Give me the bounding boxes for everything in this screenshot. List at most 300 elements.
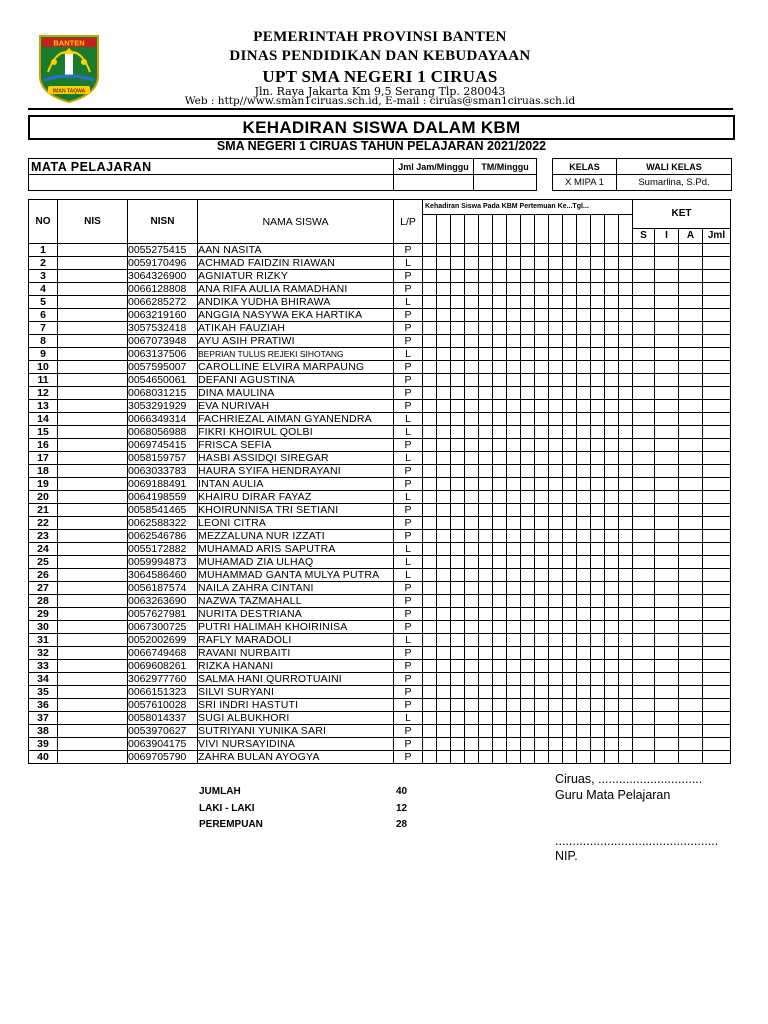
student-nisn: 0066749468 [128, 647, 198, 660]
ket-a-cell [679, 400, 703, 413]
meeting-header-cell [521, 215, 535, 244]
attendance-cell [591, 296, 605, 309]
attendance-cell [619, 686, 633, 699]
ket-i-cell [655, 322, 679, 335]
student-gender: L [394, 413, 423, 426]
ket-i-cell [655, 452, 679, 465]
attendance-cell [479, 634, 493, 647]
attendance-cell [563, 556, 577, 569]
student-gender: L [394, 426, 423, 439]
attendance-cell [577, 244, 591, 257]
attendance-cell [521, 504, 535, 517]
ket-a-cell [679, 283, 703, 296]
ket-s-cell [633, 569, 655, 582]
ket-s-cell [633, 530, 655, 543]
attendance-cell [619, 335, 633, 348]
attendance-cell [465, 257, 479, 270]
ket-a-cell [679, 673, 703, 686]
attendance-cell [465, 660, 479, 673]
attendance-cell [563, 426, 577, 439]
student-gender: P [394, 660, 423, 673]
ket-i-cell [655, 400, 679, 413]
ket-i-cell [655, 504, 679, 517]
student-gender: L [394, 452, 423, 465]
attendance-cell [493, 439, 507, 452]
student-name: AGNIATUR RIZKY [198, 270, 394, 283]
attendance-cell [479, 478, 493, 491]
attendance-cell [507, 569, 521, 582]
attendance-cell [535, 322, 549, 335]
attendance-cell [605, 413, 619, 426]
attendance-cell [535, 491, 549, 504]
ket-i-cell [655, 309, 679, 322]
ket-i-cell [655, 270, 679, 283]
student-nisn: 0068056988 [128, 426, 198, 439]
attendance-cell [423, 309, 437, 322]
student-no: 14 [29, 413, 58, 426]
attendance-cell [591, 556, 605, 569]
attendance-cell [549, 387, 563, 400]
attendance-cell [451, 647, 465, 660]
attendance-cell [577, 491, 591, 504]
student-no: 9 [29, 348, 58, 361]
attendance-cell [591, 283, 605, 296]
attendance-cell [577, 673, 591, 686]
attendance-cell [591, 517, 605, 530]
attendance-cell [535, 634, 549, 647]
student-nis [58, 699, 128, 712]
attendance-cell [493, 270, 507, 283]
attendance-cell [493, 660, 507, 673]
ket-s-cell [633, 621, 655, 634]
student-gender: P [394, 270, 423, 283]
kelas-value: X MIPA 1 [552, 174, 617, 191]
attendance-cell [619, 530, 633, 543]
attendance-cell [493, 530, 507, 543]
attendance-cell [563, 569, 577, 582]
table-row [29, 335, 731, 348]
attendance-cell [507, 244, 521, 257]
jumlah-value: 40 [396, 786, 408, 797]
attendance-cell [493, 543, 507, 556]
attendance-cell [605, 634, 619, 647]
attendance-cell [451, 400, 465, 413]
attendance-cell [549, 439, 563, 452]
student-nis [58, 452, 128, 465]
attendance-cell [479, 595, 493, 608]
attendance-cell [437, 686, 451, 699]
attendance-cell [535, 712, 549, 725]
ket-jml-cell [703, 413, 731, 426]
attendance-cell [437, 296, 451, 309]
attendance-cell [451, 673, 465, 686]
attendance-cell [563, 478, 577, 491]
attendance-cell [577, 413, 591, 426]
laki-laki-value: 12 [396, 803, 408, 814]
attendance-cell [605, 361, 619, 374]
student-nisn: 0052002699 [128, 634, 198, 647]
student-gender: P [394, 322, 423, 335]
attendance-cell [437, 647, 451, 660]
attendance-cell [577, 634, 591, 647]
student-nisn: 0054650061 [128, 374, 198, 387]
attendance-cell [563, 608, 577, 621]
student-no: 8 [29, 335, 58, 348]
attendance-cell [493, 673, 507, 686]
attendance-cell [437, 465, 451, 478]
attendance-cell [493, 387, 507, 400]
student-nis [58, 686, 128, 699]
attendance-cell [521, 725, 535, 738]
attendance-cell [437, 244, 451, 257]
attendance-cell [423, 660, 437, 673]
student-no: 27 [29, 582, 58, 595]
attendance-cell [563, 361, 577, 374]
attendance-cell [493, 647, 507, 660]
attendance-cell [563, 400, 577, 413]
attendance-cell [479, 270, 493, 283]
attendance-cell [563, 751, 577, 764]
student-no: 16 [29, 439, 58, 452]
attendance-cell [451, 738, 465, 751]
student-gender: P [394, 244, 423, 257]
student-no: 13 [29, 400, 58, 413]
student-gender: P [394, 374, 423, 387]
attendance-cell [549, 413, 563, 426]
attendance-cell [493, 738, 507, 751]
attendance-cell [479, 400, 493, 413]
ket-a-cell [679, 582, 703, 595]
attendance-cell [535, 335, 549, 348]
attendance-cell [437, 504, 451, 517]
perempuan-value: 28 [396, 819, 408, 830]
attendance-cell [423, 439, 437, 452]
ket-a-cell [679, 270, 703, 283]
attendance-cell [535, 517, 549, 530]
attendance-cell [451, 361, 465, 374]
attendance-cell [577, 725, 591, 738]
attendance-cell [423, 686, 437, 699]
attendance-cell [521, 647, 535, 660]
student-nisn: 0062588322 [128, 517, 198, 530]
attendance-cell [507, 361, 521, 374]
attendance-cell [591, 530, 605, 543]
attendance-cell [451, 491, 465, 504]
student-nis [58, 712, 128, 725]
attendance-cell [563, 673, 577, 686]
attendance-cell [535, 244, 549, 257]
student-nisn: 0064198559 [128, 491, 198, 504]
student-nisn: 0058541465 [128, 504, 198, 517]
attendance-cell [535, 283, 549, 296]
ket-jml-cell [703, 504, 731, 517]
attendance-cell [423, 244, 437, 257]
mata-pelajaran-label: MATA PELAJARAN [28, 158, 394, 175]
letterhead-divider [28, 108, 733, 110]
attendance-cell [563, 296, 577, 309]
attendance-cell [507, 530, 521, 543]
attendance-cell [577, 374, 591, 387]
attendance-cell [577, 530, 591, 543]
ket-i-cell [655, 634, 679, 647]
attendance-cell [591, 348, 605, 361]
attendance-cell [437, 257, 451, 270]
ket-jml-cell [703, 309, 731, 322]
attendance-cell [591, 751, 605, 764]
ket-jml-cell [703, 699, 731, 712]
attendance-cell [535, 361, 549, 374]
attendance-cell [549, 244, 563, 257]
attendance-cell [451, 452, 465, 465]
attendance-cell [563, 309, 577, 322]
ket-s-cell [633, 712, 655, 725]
attendance-cell [423, 621, 437, 634]
attendance-cell [479, 530, 493, 543]
student-gender: L [394, 296, 423, 309]
attendance-cell [451, 283, 465, 296]
attendance-cell [563, 322, 577, 335]
attendance-cell [521, 543, 535, 556]
student-name: RAVANI NURBAITI [198, 647, 394, 660]
attendance-cell [451, 569, 465, 582]
col-a: A [679, 229, 703, 244]
student-gender: L [394, 348, 423, 361]
meeting-header-cell [465, 215, 479, 244]
table-row [29, 673, 731, 686]
student-no: 17 [29, 452, 58, 465]
attendance-cell [591, 400, 605, 413]
attendance-cell [535, 530, 549, 543]
attendance-cell [507, 634, 521, 647]
table-row [29, 530, 731, 543]
attendance-cell [507, 374, 521, 387]
attendance-cell [465, 439, 479, 452]
ket-a-cell [679, 478, 703, 491]
student-no: 15 [29, 426, 58, 439]
attendance-cell [549, 491, 563, 504]
attendance-cell [549, 465, 563, 478]
attendance-cell [549, 673, 563, 686]
attendance-cell [619, 725, 633, 738]
attendance-cell [507, 465, 521, 478]
ket-a-cell [679, 465, 703, 478]
attendance-cell [451, 712, 465, 725]
attendance-cell [507, 647, 521, 660]
ket-a-cell [679, 491, 703, 504]
meeting-header-cell [493, 215, 507, 244]
meeting-header-cell [479, 215, 493, 244]
attendance-cell [577, 452, 591, 465]
attendance-cell [507, 452, 521, 465]
attendance-cell [535, 257, 549, 270]
attendance-cell [437, 595, 451, 608]
student-name: KHAIRU DIRAR FAYAZ [198, 491, 394, 504]
attendance-cell [591, 413, 605, 426]
student-name: NURITA DESTRIANA [198, 608, 394, 621]
attendance-cell [423, 400, 437, 413]
attendance-cell [521, 361, 535, 374]
attendance-cell [563, 738, 577, 751]
attendance-cell [605, 465, 619, 478]
attendance-cell [479, 491, 493, 504]
attendance-cell [549, 738, 563, 751]
attendance-cell [451, 374, 465, 387]
student-no: 39 [29, 738, 58, 751]
ket-s-cell [633, 400, 655, 413]
student-gender: P [394, 387, 423, 400]
attendance-cell [493, 296, 507, 309]
attendance-cell [423, 738, 437, 751]
attendance-cell [423, 608, 437, 621]
table-row [29, 712, 731, 725]
attendance-cell [577, 504, 591, 517]
attendance-cell [549, 660, 563, 673]
attendance-cell [507, 738, 521, 751]
attendance-cell [423, 465, 437, 478]
signature-nip: NIP. [555, 849, 578, 863]
attendance-cell [437, 387, 451, 400]
col-no: NO [29, 200, 58, 244]
ket-jml-cell [703, 322, 731, 335]
attendance-cell [619, 426, 633, 439]
attendance-cell [451, 270, 465, 283]
attendance-cell [619, 283, 633, 296]
student-name: INTAN AULIA [198, 478, 394, 491]
meeting-header-cell [451, 215, 465, 244]
attendance-cell [535, 582, 549, 595]
attendance-cell [437, 660, 451, 673]
attendance-cell [437, 335, 451, 348]
attendance-cell [451, 621, 465, 634]
attendance-cell [577, 426, 591, 439]
attendance-cell [521, 699, 535, 712]
attendance-cell [619, 582, 633, 595]
attendance-cell [423, 322, 437, 335]
student-gender: P [394, 517, 423, 530]
attendance-cell [549, 699, 563, 712]
attendance-cell [535, 673, 549, 686]
attendance-cell [493, 517, 507, 530]
student-no: 28 [29, 595, 58, 608]
ket-s-cell [633, 504, 655, 517]
col-jml: Jml [703, 229, 731, 244]
attendance-cell [577, 439, 591, 452]
student-gender: P [394, 582, 423, 595]
attendance-cell [465, 621, 479, 634]
attendance-cell [479, 504, 493, 517]
attendance-cell [521, 569, 535, 582]
attendance-cell [437, 738, 451, 751]
attendance-cell [591, 244, 605, 257]
student-name: ANGGIA NASYWA EKA HARTIKA [198, 309, 394, 322]
attendance-cell [465, 309, 479, 322]
attendance-cell [591, 608, 605, 621]
attendance-cell [563, 413, 577, 426]
attendance-cell [605, 751, 619, 764]
student-nisn: 0056187574 [128, 582, 198, 595]
ket-i-cell [655, 530, 679, 543]
ket-i-cell [655, 712, 679, 725]
student-nis [58, 660, 128, 673]
ket-s-cell [633, 595, 655, 608]
attendance-cell [423, 569, 437, 582]
attendance-cell [619, 647, 633, 660]
ket-jml-cell [703, 283, 731, 296]
ket-a-cell [679, 751, 703, 764]
meeting-header-cell [563, 215, 577, 244]
ket-i-cell [655, 257, 679, 270]
student-nis [58, 426, 128, 439]
attendance-cell [423, 296, 437, 309]
attendance-cell [605, 660, 619, 673]
attendance-cell [563, 491, 577, 504]
attendance-cell [605, 530, 619, 543]
attendance-cell [563, 712, 577, 725]
attendance-cell [437, 478, 451, 491]
ket-i-cell [655, 348, 679, 361]
attendance-cell [507, 335, 521, 348]
attendance-cell [465, 361, 479, 374]
attendance-cell [437, 426, 451, 439]
student-name: ANDIKA YUDHA BHIRAWA [198, 296, 394, 309]
attendance-cell [493, 374, 507, 387]
student-no: 21 [29, 504, 58, 517]
attendance-cell [521, 387, 535, 400]
ket-s-cell [633, 296, 655, 309]
attendance-cell [423, 647, 437, 660]
student-name: KHOIRUNNISA TRI SETIANI [198, 504, 394, 517]
col-nisn: NISN [128, 200, 198, 244]
attendance-cell [493, 699, 507, 712]
letterhead-contact: Web : http//www.sman1ciruas.sch.id, E-mail : ciruas@sman1ciruas.sch.id [184, 95, 576, 107]
ket-jml-cell [703, 751, 731, 764]
student-name: SALMA HANI QURROTUAINI [198, 673, 394, 686]
student-nis [58, 543, 128, 556]
student-gender: P [394, 530, 423, 543]
attendance-cell [535, 699, 549, 712]
table-row [29, 244, 731, 257]
meeting-header-cell [577, 215, 591, 244]
attendance-cell [451, 439, 465, 452]
attendance-cell [479, 751, 493, 764]
attendance-cell [521, 400, 535, 413]
attendance-cell [423, 556, 437, 569]
attendance-cell [521, 322, 535, 335]
ket-jml-cell [703, 452, 731, 465]
student-name: RAFLY MARADOLI [198, 634, 394, 647]
attendance-cell [507, 504, 521, 517]
attendance-cell [437, 452, 451, 465]
attendance-cell [451, 348, 465, 361]
student-nis [58, 270, 128, 283]
attendance-cell [591, 595, 605, 608]
attendance-cell [507, 608, 521, 621]
student-no: 3 [29, 270, 58, 283]
attendance-cell [591, 712, 605, 725]
attendance-cell [577, 517, 591, 530]
student-gender: P [394, 504, 423, 517]
attendance-cell [605, 621, 619, 634]
attendance-cell [619, 556, 633, 569]
ket-a-cell [679, 517, 703, 530]
attendance-cell [591, 543, 605, 556]
attendance-cell [549, 517, 563, 530]
table-row [29, 621, 731, 634]
attendance-cell [535, 270, 549, 283]
ket-s-cell [633, 582, 655, 595]
student-gender: P [394, 751, 423, 764]
attendance-cell [577, 322, 591, 335]
